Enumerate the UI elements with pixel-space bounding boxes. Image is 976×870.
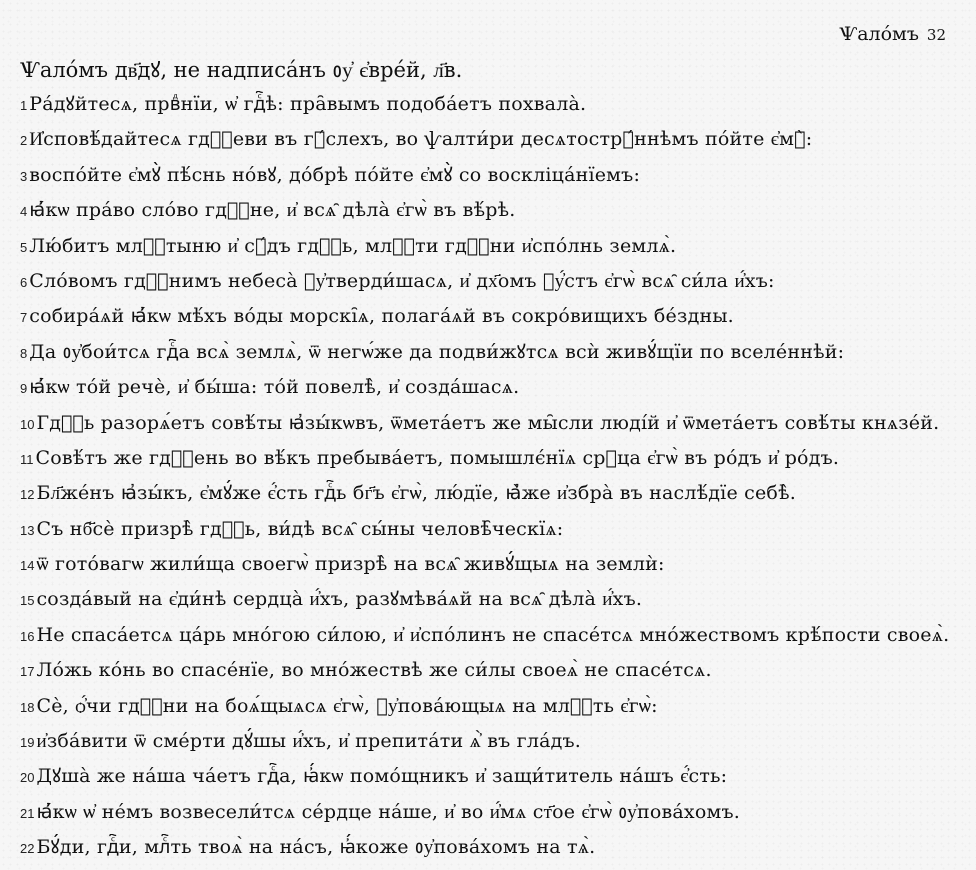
verse: [20, 799, 960, 834]
verse-text: И҆сповѣ́дайтесѧ гдⷭ҇еви въ гꙋ́слехъ, во ѱалти́ри десѧтострꙋ́ннѣмъ по́йте є҆мꙋ̀:: [29, 128, 813, 151]
verse-number: 3: [20, 168, 28, 184]
verse-text: ѿ гото́вагѡ жили́ща своегѡ̀ призрѣ̀ на всѧ̑ живꙋ́щыѧ на землѝ:: [36, 553, 665, 576]
verse-text: созда́вый на є҆ди́нѣ сердца̀ и҆́хъ, разꙋмѣва́ѧй на всѧ̑ дѣла̀ и҆́хъ.: [36, 588, 643, 611]
verse: [20, 693, 960, 728]
verse-number: 1: [20, 98, 28, 113]
verse-text: Сло́вомъ гдⷭ҇нимъ небеса̀ ᲂу҆тверди́шасѧ, и҆ дх҃омъ ᲂу҆́стъ є҆гѡ̀ всѧ̑ си́ла и҆́хъ:: [29, 269, 775, 292]
verse-number: 9: [20, 381, 28, 397]
verse: [20, 126, 960, 161]
verse-text: Бꙋ́ди, гдⷭ҇и, млⷭ҇ть твоѧ̀ на на́съ, ꙗ҆́коже ᲂу҆пова́хомъ на тѧ̀.: [36, 836, 596, 859]
verse: [20, 586, 960, 621]
verse-text: Ра́дꙋйтесѧ, првⷣнїи, ѡ҆ гдⷭ҇ѣ: пра̑вымъ подоба́етъ похвала̀.: [29, 93, 587, 115]
verse-text: ꙗ҆́кѡ пра́во сло́во гдⷭ҇не, и҆ всѧ̑ дѣла̀ є҆гѡ̀ въ вѣ́рѣ.: [29, 199, 516, 222]
verse-number: 4: [20, 204, 28, 220]
verse-text: Не спаса́етсѧ ца́рь мно́гою си́лою, и҆ и҆спо́линъ не спасе́тсѧ мно́жествомъ крѣ́пости своеѧ̀.: [36, 623, 950, 646]
verse: [20, 91, 960, 126]
verse: [20, 763, 960, 798]
running-header-number: 32: [926, 26, 946, 44]
verse: [20, 162, 960, 197]
verse-number: 16: [20, 628, 35, 644]
verse: [20, 374, 960, 409]
verse: [20, 516, 960, 551]
verse-text: Гдⷭ҇ь разорѧ́етъ совѣ́ты ꙗ҆зы́кѡвъ, ѿмета́етъ же мы̑сли люді́й и҆ ѿмета́етъ совѣ́ты кнѧзе́й.: [36, 411, 940, 434]
verse: [20, 445, 960, 480]
verse-number: 13: [20, 522, 35, 538]
verse-text: ꙗ҆́кѡ ѡ҆ не́мъ возвесели́тсѧ се́рдце на́ше, и҆ во и҆́мѧ ст҃ое є҆гѡ̀ ᲂу҆пова́хомъ.: [36, 800, 740, 823]
verse-number: 7: [20, 310, 28, 326]
verse-text: собира́ѧй ꙗ҆́кѡ мѣ́хъ во́ды морскі̑ѧ, полага́ѧй въ сокро́вищихъ бе́здны.: [29, 305, 734, 328]
verse-number: 22: [20, 841, 35, 857]
verse: [20, 480, 960, 515]
verse-text: и҆зба́вити ѿ сме́рти дꙋ́шы и҆́хъ, и҆ препита́ти ѧ҆̀ въ гла́дъ.: [36, 730, 582, 753]
verse: [20, 551, 960, 586]
verse-number: 19: [20, 735, 35, 751]
verse: [20, 233, 960, 268]
verse-text: воспо́йте є҆мꙋ̀ пѣ́снь но́вꙋ, до́брѣ по́йте є҆мꙋ̀ со воскліца́нїемъ:: [29, 163, 641, 186]
verse-text: Ло́жь ко́нь во спасе́нїе, во мно́жествѣ же си́лы своеѧ̀ не спасе́тсѧ.: [36, 659, 712, 682]
verse-number: 20: [20, 770, 35, 786]
verse-text: ꙗ҆́кѡ то́й речѐ, и҆ бы́ша: то́й повелѣ̀, и҆ созда́шасѧ.: [29, 376, 520, 399]
verse-list: [20, 91, 960, 870]
verse-number: 6: [20, 274, 28, 290]
verse-text: Совѣ́тъ же гдⷭ҇ень во вѣ́къ пребыва́етъ, помышлє́нїѧ срⷣца є҆гѡ̀ въ ро́дъ и҆ ро́дъ.: [35, 446, 840, 469]
verse-number: 8: [20, 345, 28, 361]
verse-number: 11: [20, 451, 34, 467]
verse: [20, 834, 960, 869]
running-header: [839, 22, 946, 47]
verse: [20, 622, 960, 657]
verse: [20, 197, 960, 232]
verse-number: 21: [20, 805, 35, 821]
verse-text: Съ нб҃сѐ призрѣ̀ гдⷭ҇ь, ви́дѣ всѧ̑ сы́ны человѣ̑ческїѧ:: [36, 517, 564, 540]
verse: [20, 268, 960, 303]
verse-number: 18: [20, 699, 35, 715]
verse-number: 2: [20, 133, 28, 149]
verse-text: Да ᲂу҆бои́тсѧ гдⷭ҇а всѧ̀ землѧ̀, ѿ негѡ́же да подви́жꙋтсѧ всѝ живꙋ́щїи по вселе́ннѣй:: [29, 340, 845, 363]
verse-text: Дꙋша̀ же на́ша ча́етъ гдⷭ҇а, ꙗ҆́кѡ помо́щникъ и҆ защи́титель на́шъ є҆́сть:: [36, 765, 728, 788]
verse-number: 17: [20, 664, 35, 680]
verse-number: 14: [20, 558, 35, 574]
verse: [20, 410, 960, 445]
verse-number: 15: [20, 593, 35, 609]
psalm-title: Ѱало́мъ дв҃дꙋ, не надписа́нъ ᲂу҆ є҆вре́й, л҃в.: [20, 58, 463, 82]
verse: [20, 657, 960, 692]
verse: [20, 339, 960, 374]
verse: [20, 303, 960, 338]
verse: [20, 728, 960, 763]
verse-text: Сѐ, ѻ҆́чи гдⷭ҇ни на боѧ́щыѧсѧ є҆гѡ̀, ᲂу҆пова́ющыѧ на млⷭ҇ть є҆гѡ̀:: [36, 694, 658, 717]
running-header-title: Ѱало́мъ: [839, 23, 919, 45]
verse-number: 12: [20, 487, 35, 503]
verse-text: Лю́битъ млⷭ҇тыню и҆ сꙋ́дъ гдⷭ҇ь, млⷭ҇ти гдⷭ҇ни и҆спо́лнь землѧ̀.: [29, 234, 677, 257]
verse-number: 10: [20, 416, 35, 432]
verse-number: 5: [20, 239, 28, 255]
verse-text: Бл҃же́нъ ꙗ҆зы́къ, є҆мꙋ́же є҆́сть гдⷭ҇ь бг҃ъ є҆гѡ̀, лю́дїе, ꙗ҆̀же и҆збра̀ въ наслѣ́дїе себѣ̀.: [36, 482, 796, 505]
